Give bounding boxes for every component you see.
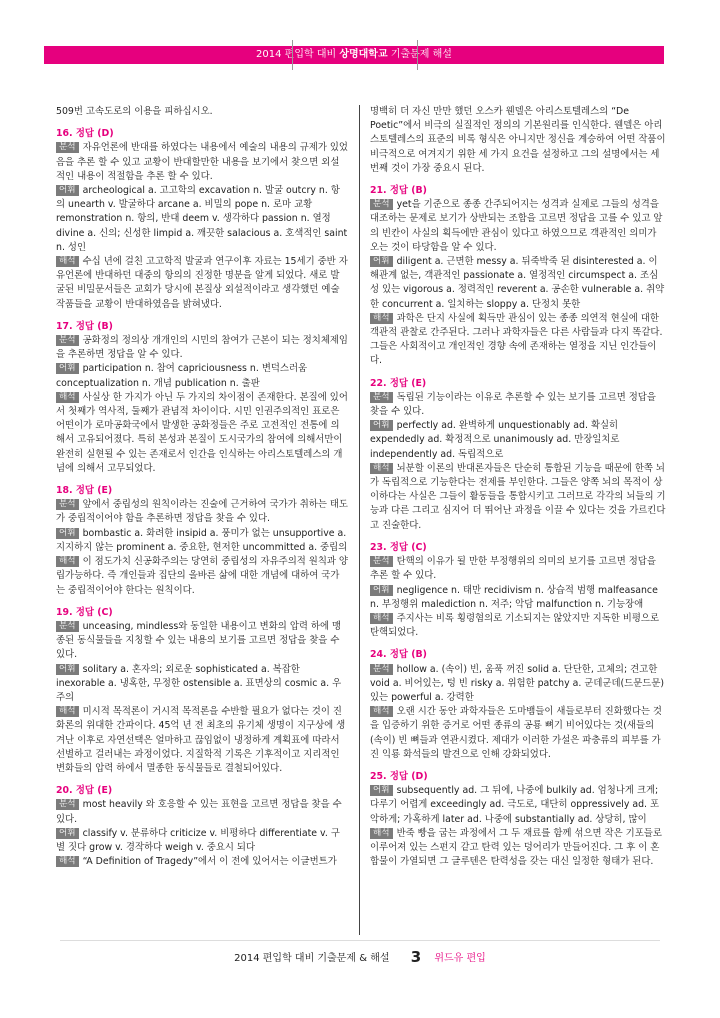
section-tag: 해석 [370,828,393,839]
answer-heading: 21. 정답 (B) [370,185,427,197]
explanation-row [56,798,348,826]
explanation-row [56,498,348,526]
section-tag: 분석 [370,392,393,403]
explanation-row [56,827,348,855]
section-tag: 어휘 [56,828,79,839]
explanation-row [370,462,666,533]
section-text: diligent a. 근면한 messy a. 뒤죽박죽 된 disinterested a. 이해관계 없는, 객관적인 passionate a. 열정적인 circumspect a. 조심성 있는 vigorous a. 정력적인 reverent a. 공손한 vulnerable a. 취약한 concurrent a. 일치하는 sloppy a. 단정치 못한 [370,256,665,310]
explanation-row [56,184,348,255]
section-tag: 어휘 [370,256,393,267]
section-tag: 해석 [370,613,393,624]
question-block [56,127,348,312]
question-block [56,320,348,476]
question-block [56,484,348,598]
section-tag: 해석 [370,706,393,717]
section-text: classify v. 분류하다 criticize v. 비평하다 differentiate v. 구별 짓다 grow v. 경작하다 weigh v. 중요시 되다 [56,827,340,853]
explanation-row [56,391,348,476]
footer-rule [60,940,660,941]
section-tag: 분석 [370,199,393,210]
explanation-row [370,705,666,762]
explanation-row [370,584,666,612]
explanation-row [370,391,666,419]
section-tag: 분석 [370,664,393,675]
section-tag: 분석 [56,621,79,632]
section-text: bombastic a. 화려한 insipid a. 풍미가 없는 unsupportive a. 지지하지 않는 prominent a. 중요한, 현저한 uncommitted a. 중립의 [56,527,348,553]
left-column [56,105,348,869]
section-tag: 해석 [370,313,393,324]
header-school: 상명대학교 [339,49,388,60]
section-tag: 어휘 [56,363,79,374]
answer-heading: 16. 정답 (D) [56,128,114,140]
explanation-row [56,255,348,312]
section-tag: 어휘 [56,185,79,196]
header-bar [44,46,664,64]
question-block [56,784,348,869]
page-number: 3 [410,948,422,966]
explanation-row [56,855,348,869]
section-text: 과학은 단지 사실에 획득만 관심이 있는 종종 의연적 현실에 대한 객관적 관찰로 간주된다. 그러나 과학자들은 다른 사람들과 다지 똑같다. 그들은 사회적이고 개인적인 경향 속에 존재하는 열정을 지닌 인간들이다. [370,312,663,367]
right-column [370,105,666,869]
explanation-row [370,419,666,462]
header-prefix: 2014 편입학 대비 [256,49,337,60]
header-frame [292,40,418,70]
section-text: 공화정의 정의상 개개인의 시민의 참여가 근본이 되는 정치체제임을 추론하면 정답을 알 수 있다. [56,335,348,361]
section-text: yet을 기준으로 종종 간주되어지는 성격과 실제로 그들의 성격을 대조하는 문제로 보기가 상반되는 조합을 고르면 정답을 고를 수 있고 앞의 빈칸이 사실의 획득에만 관심이 있다고 하였으므로 객관적인 의미가 오는 것이 타당함을 알 수 있다. [370,199,663,253]
explanation-row [370,255,666,312]
section-tag: 분석 [56,142,79,153]
section-text: 탄핵의 이유가 될 만한 부정행위의 의미의 보기를 고르면 정답을 추론 할 수 있다. [370,556,656,582]
section-text: 주지사는 비록 횡령혐의로 기소되지는 않았지만 지독한 비평으로 탄핵되었다. [370,612,660,639]
section-text: 수십 년에 걸친 고고학적 발굴과 연구이후 자료는 15세기 중반 자유언론에 반대하던 대중의 항의의 진정한 명분을 알게 되었다. 새로 발굴된 비밀문서들은 교회가 당시에 본질상 외설적이라고 생각했던 예술작품들을 교황이 반대하였음을 밝혀냈다. [56,256,348,310]
question-block [370,377,666,533]
footer-title: 2014 편입학 대비 기출문제 & 해설 [234,953,390,964]
explanation-row [56,663,348,706]
question-block [370,770,666,869]
section-text: 미시적 목적론이 거시적 목적론을 수반할 필요가 없다는 것이 진화론의 위대한 간파이다. 45억 년 전 최초의 유기체 생명이 지구상에 생겨난 이후로 자연선택은 얼마하고 끊임없이 냉정하게 계획표에 따라서 선별하고 걸러내는 과정이었다. 지질학적 기록은 기후적이고 지리적인 변화들의 압력 하에서 멸종한 동식물들로 결철되어있다. [56,706,346,774]
section-text: subsequently ad. 그 뒤에, 나중에 bulkily ad. 엄청나게 크게; 다루기 어렵게 exceedingly ad. 극도로, 대단히 oppressively ad. 포악하게; 가혹하게 later ad. 나중에 substantially ad. 상당히, 많이 [370,785,660,825]
section-text: 사실상 한 가지가 아닌 두 가지의 차이점이 존재한다. 본질에 있어서 첫째가 역사적, 둘째가 관념적 차이이다. 시민 인권주의적인 표로은 어떤이가 로마공화국에서 발생한 공화정들은 주로 고전적인 전통에 의해서 고유되어졌다. 특히 본성과 본질이 도시국가의 참여에 의해서만이 완전히 실현될 수 있는 존재로서 인간을 인식하는 아리스토텔레스의 개념에 의해서 고무되었다. [56,391,348,474]
section-tag: 해석 [56,392,79,403]
section-text: 독립된 기능이라는 이유로 추론할 수 있는 보기를 고르면 정답을 찾을 수 있다. [370,391,656,418]
section-text: most heavily 와 호응할 수 있는 표현을 고르면 정답을 찾을 수 있다. [56,799,342,825]
footer-publisher: 위드유 편입 [434,953,486,964]
explanation-row [56,362,348,390]
left-lead-text: 509번 고속도로의 이용을 피하십시오. [56,106,213,117]
section-tag: 해석 [370,463,393,474]
section-text: participation n. 참여 capriciousness n. 변덕스러움 conceptualization n. 개념 publication n. 출판 [56,363,308,389]
section-tag: 분석 [56,335,79,346]
explanation-row [370,555,666,583]
answer-heading: 19. 정답 (C) [56,606,113,618]
question-block [370,648,666,762]
answer-heading: 17. 정답 (B) [56,320,113,332]
section-tag: 해석 [56,256,79,267]
answer-heading: 23. 정답 (C) [370,541,427,553]
section-tag: 어휘 [56,664,79,675]
section-tag: 해석 [56,856,79,867]
explanation-row [370,312,666,369]
answer-heading: 25. 정답 (D) [370,770,428,782]
explanation-row [56,141,348,184]
section-tag: 분석 [370,556,393,567]
section-text: hollow a. (속이) 빈, 움푹 꺼진 solid a. 단단한, 고체의; 견고한 void a. 비어있는, 텅 빈 risky a. 위험한 patchy a. 군데군데(드문드문) 있는 powerful a. 강력한 [370,663,665,703]
section-text: solitary a. 혼자의; 외로운 sophisticated a. 복잡한 inexorable a. 냉혹한, 무정한 ostensible a. 표면상의 cosmic a. 우주의 [56,663,342,703]
section-text: “A Definition of Tragedy”에서 이 전에 있어서는 이글번트가 [82,856,337,868]
section-tag: 분석 [56,799,79,810]
section-tag: 어휘 [370,585,393,596]
section-text: 자유언론에 반대를 하였다는 내용에서 예술의 내용의 규제가 있었음을 추론 할 수 있고 교황이 반대할만한 내용을 보기에서 찾으면 외설적인 내용이 적절함을 추론 할 수 있다. [56,142,348,182]
section-text: 뇌분할 이론의 반대론자들은 단순히 통합된 기능을 때문에 한쪽 뇌가 독립적으로 기능한다는 전제를 부인한다. 그들은 양쪽 뇌의 목적이 상이하다는 사실은 그들이 활동들을 통합시키고 그러므로 각각의 뇌들의 기능과 다른 그리고 심지어 더 뛰어난 과정을 이끌 수 있다는 것을 가르킨다고 진술한다. [370,462,666,531]
answer-heading: 20. 정답 (E) [56,785,113,797]
section-text: 이 점도가치 신공화주의는 당연히 중립성의 자유주의적 원칙과 양립가능하다. 즉 개인들과 집단의 올바른 삶에 대한 개념에 대하여 국가는 중립적이어야 한다는 원칙이다. [56,556,348,596]
section-text: 앞에서 중립성의 원칙이라는 진술에 근거하여 국가가 취하는 태도가 중립적이어야 함을 추론하면 정답을 찾을 수 있다. [56,499,348,525]
explanation-row [370,198,666,255]
section-tag: 분석 [56,499,79,510]
explanation-row [370,827,666,870]
section-tag: 어휘 [370,420,393,431]
question-block [370,184,666,369]
explanation-row [370,612,666,640]
column-divider [359,105,360,935]
section-tag: 어휘 [56,528,79,539]
right-lead-text: 명백히 더 자신 만만 했던 오스카 웬델은 아리스토텔레스의 “De Poetic”에서 비극의 실질적인 정의의 기본원리를 인식한다. 웬델은 아리스토텔레스의 표준의 비록 형식은 아니지만 정신을 계승하여 어떤 작품이 비극적으로 여겨지기 위한 세 가지 요건을 설정하고 그의 설명에서는 세 번째 것이 가장 중요시 된다. [370,106,666,174]
section-tag: 해석 [56,556,79,567]
question-block [56,606,348,776]
answer-heading: 24. 정답 (B) [370,649,427,661]
section-text: archeological a. 고고학의 excavation n. 발굴 outcry n. 항의 unearth v. 발굴하다 arcane a. 비밀의 pope n. 로마 교황 remonstration n. 항의, 반대 deem v. 생각하다 passion n. 열정 divine a. 신의; 신성한 limpid a. 깨끗한 salacious a. 호색적인 saint n. 성인 [56,185,348,253]
explanation-row [370,784,666,827]
explanation-row [56,705,348,776]
section-text: 반죽 빵을 굽는 과정에서 그 두 재료를 함께 섞으면 작은 기포들로 이루어져 있는 스펀지 같고 탄력 있는 덩어리가 만들어진다. 그 후 이 혼합물이 가열되면 그 글루텐은 탄력성을 갖는 대신 일정한 형태가 된다. [370,827,662,868]
explanation-row [370,663,666,706]
question-block [370,541,666,640]
section-tag: 어휘 [370,785,393,796]
answer-heading: 22. 정답 (E) [370,377,427,389]
section-text: unceasing, mindless와 동일한 내용이고 변화의 압력 하에 맹종된 동식물들을 지칭할 수 있는 내용의 보기를 고르면 정답을 찾을 수 있다. [56,620,342,661]
answer-heading: 18. 정답 (E) [56,485,113,497]
section-tag: 해석 [56,706,79,717]
section-text: 오랜 시간 동안 과학자들은 도마뱀들이 새들로부터 진화했다는 것을 입증하기 위한 증거로 어떤 종류의 공룡 뼈기 비어있다는 것(새들의 (속이) 빈 뼈들과 연관시켰다. 제대가 이러한 가설은 파충류의 피부를 가진 익룡 화석들의 발견으로 인해 강화되었다. [370,706,662,760]
explanation-row [56,555,348,598]
explanation-row [56,334,348,362]
explanation-row [56,620,348,663]
section-text: perfectly ad. 완벽하게 unquestionably ad. 확실히 expendedly ad. 확정적으로 unanimously ad. 만장일치로 independently ad. 독립적으로 [370,420,620,460]
header-suffix: 기출문제 해설 [390,49,452,60]
section-text: negligence n. 태만 recidivism n. 상습적 범행 malfeasance n. 부정행위 malediction n. 저주; 악담 malfunction n. 기능장애 [370,584,658,610]
footer [0,948,720,966]
explanation-row [56,527,348,555]
